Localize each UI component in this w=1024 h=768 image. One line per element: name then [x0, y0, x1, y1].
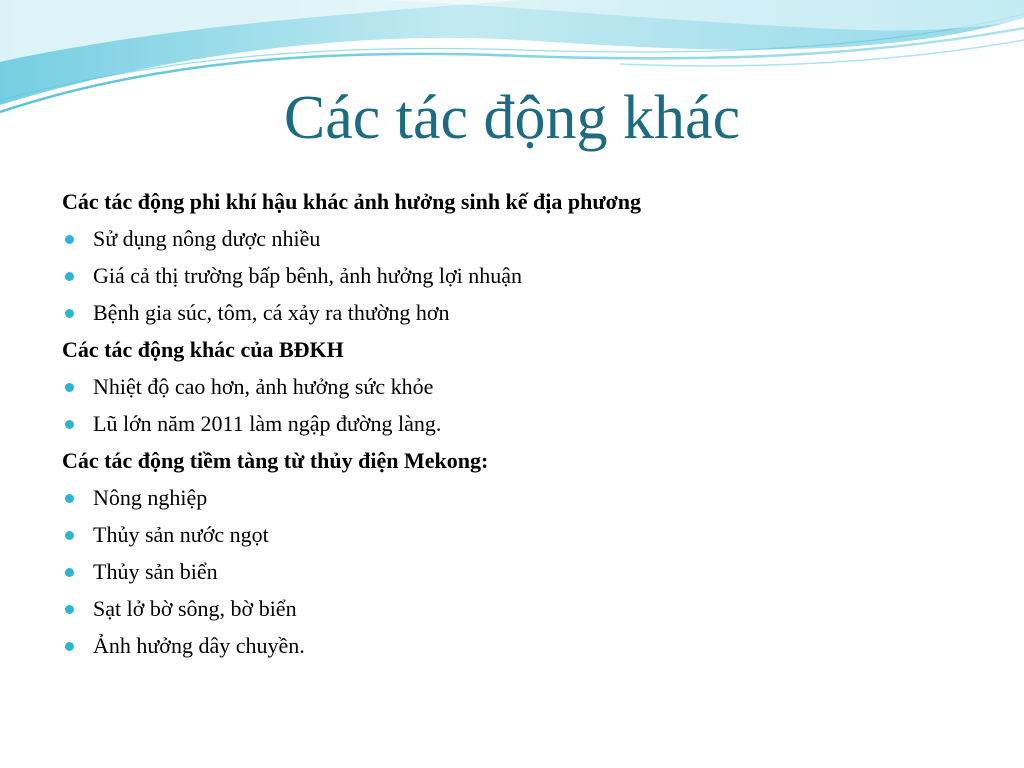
- bullet-list: [62, 220, 982, 331]
- list-item: [62, 590, 982, 627]
- list-item-text: Ảnh hưởng dây chuyền.: [93, 633, 305, 658]
- list-item: [62, 516, 982, 553]
- bullet-dot-icon: [65, 420, 74, 429]
- list-item: [62, 627, 982, 664]
- section-mekong-hydropower-impacts: [62, 442, 982, 664]
- bullet-dot-icon: [65, 494, 74, 503]
- bullet-dot-icon: [65, 568, 74, 577]
- bullet-dot-icon: [65, 383, 74, 392]
- bullet-dot-icon: [65, 605, 74, 614]
- bullet-dot-icon: [65, 642, 74, 651]
- list-item-text: Nhiệt độ cao hơn, ảnh hưởng sức khỏe: [93, 374, 434, 399]
- list-item: [62, 257, 982, 294]
- bullet-dot-icon: [65, 309, 74, 318]
- list-item-text: Nông nghiệp: [93, 485, 208, 510]
- bullet-dot-icon: [65, 272, 74, 281]
- list-item-text: Bệnh gia súc, tôm, cá xảy ra thường hơn: [93, 300, 450, 325]
- list-item: [62, 479, 982, 516]
- section-climate-change-impacts: [62, 331, 982, 442]
- bullet-dot-icon: [65, 531, 74, 540]
- section-heading: Các tác động khác của BĐKH: [62, 337, 344, 362]
- list-item: [62, 294, 982, 331]
- slide-title: Các tác động khác: [283, 84, 741, 152]
- list-item: [62, 368, 982, 405]
- list-item-text: Sử dụng nông dược nhiều: [93, 226, 321, 251]
- list-item-text: Lũ lớn năm 2011 làm ngập đường làng.: [93, 411, 442, 436]
- list-item: [62, 405, 982, 442]
- slide-content: [62, 183, 982, 664]
- section-heading: Các tác động phi khí hậu khác ảnh hưởng sinh kế địa phương: [62, 189, 641, 214]
- section-heading: Các tác động tiềm tàng từ thủy điện Mekong:: [62, 448, 489, 473]
- list-item-text: Thủy sản nước ngọt: [93, 522, 269, 547]
- list-item-text: Sạt lở bờ sông, bờ biển: [93, 596, 297, 621]
- bullet-dot-icon: [65, 235, 74, 244]
- list-item: [62, 553, 982, 590]
- list-item: [62, 220, 982, 257]
- bullet-list: [62, 368, 982, 442]
- section-non-climate-impacts: [62, 183, 982, 331]
- list-item-text: Thủy sản biển: [93, 559, 218, 584]
- bullet-list: [62, 479, 982, 664]
- list-item-text: Giá cả thị trường bấp bênh, ảnh hưởng lợi nhuận: [93, 263, 522, 288]
